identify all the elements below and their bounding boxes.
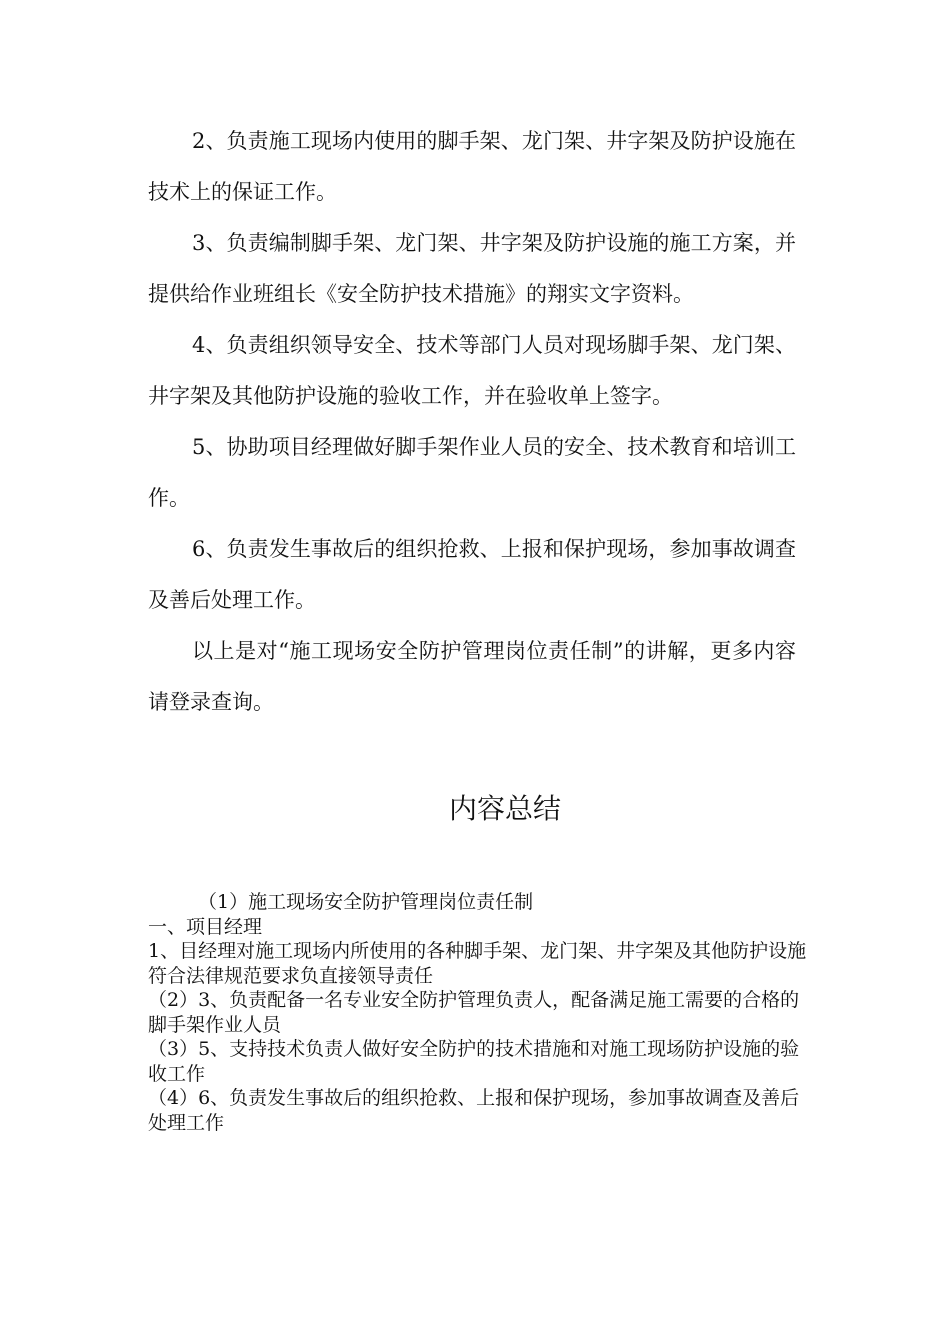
summary-line-section: 一、项目经理 [148,915,263,938]
body-text [148,116,796,728]
summary-title: 内容总结 [448,792,561,825]
summary-block [148,890,808,1135]
paragraph-item-6: 6、负责发生事故后的组织抢救、上报和保护现场，参加事故调查及善后处理工作。 [148,537,796,612]
summary-line-4: （4）6、负责发生事故后的组织抢救、上报和保护现场，参加事故调查及善后处理工作 [148,1087,800,1134]
summary-line-2: （2）3、负责配备一名专业安全防护管理负责人，配备满足施工需要的合格的脚手架作业人员 [148,989,800,1036]
paragraph-item-3: 3、负责编制脚手架、龙门架、井字架及防护设施的施工方案，并提供给作业班组长《安全防护技术措施》的翔实文字资料。 [148,231,796,306]
paragraph-item-5: 5、协助项目经理做好脚手架作业人员的安全、技术教育和培训工作。 [148,435,796,510]
summary-line-heading: （1）施工现场安全防护管理岗位责任制 [198,891,534,913]
paragraph-item-4: 4、负责组织领导安全、技术等部门人员对现场脚手架、龙门架、井字架及其他防护设施的验收工作，并在验收单上签字。 [148,333,796,408]
summary-line-3: （3）5、支持技术负责人做好安全防护的技术措施和对施工现场防护设施的验收工作 [148,1038,800,1085]
closing-paragraph: 以上是对“施工现场安全防护管理岗位责任制”的讲解，更多内容请登录查询。 [148,639,796,714]
paragraph-item-2: 2、负责施工现场内使用的脚手架、龙门架、井字架及防护设施在技术上的保证工作。 [148,129,796,204]
summary-line-1: 1、目经理对施工现场内所使用的各种脚手架、龙门架、井字架及其他防护设施符合法律规范要求负直接领导责任 [148,940,807,987]
